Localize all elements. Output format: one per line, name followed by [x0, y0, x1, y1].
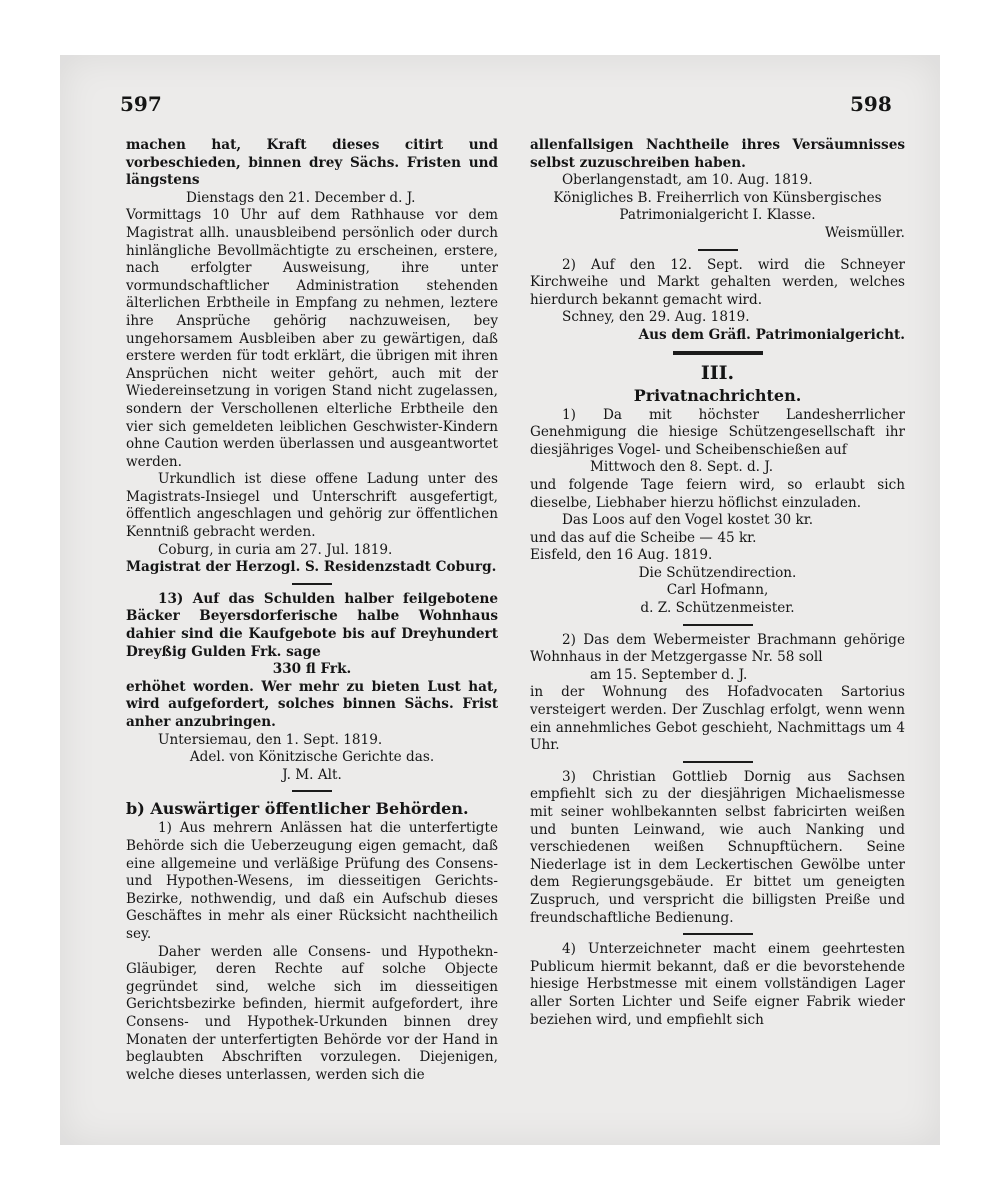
section-b-paragraph-1: 1) Aus mehrern Anlässen hat die unterfertigte Behörde sich die Ueberzeugung eigen gemacht, daß eine allgemeine und verläßige Prüfung des Consens- und Hypothen-Wesens, im diesseitigen Gerichts-Bezirke, nothwendig, und daß ein Aufschub dieses Geschäftes in mehr als einer Rücksicht nachtheilich sey.	[126, 820, 498, 942]
private-notice-1-price-bird: Das Loos auf den Vogel kostet 30 kr.	[562, 512, 814, 529]
private-notice-1-price-target: und das auf die Scheibe — 45 kr.	[530, 529, 757, 546]
notice-summons-opening: machen hat, Kraft dieses citirt und vorbeschieden, binnen drey Sächs. Fristen und längstens	[126, 137, 498, 189]
notice-summons-place-date: Coburg, in curia am 27. Jul. 1819.	[158, 541, 393, 558]
notice-continued-signatory: Weismüller.	[825, 224, 905, 241]
separator-rule	[292, 583, 332, 585]
right-column	[530, 137, 905, 1029]
private-notice-1-date: Mittwoch den 8. Sept. d. J.	[590, 459, 774, 476]
private-notice-1-signatory: Carl Hofmann,	[666, 582, 769, 599]
private-notice-2-text-continued: in der Wohnung des Hofadvocaten Sartorius versteigert werden. Der Zuschlag erfolgt, wenn wenn ein annehmliches Gebot geschieht, Nachmittags um 4 Uhr.	[530, 684, 905, 754]
section-iii-numeral: III.	[700, 361, 735, 384]
notice-13-place-date: Untersiemau, den 1. Sept. 1819.	[158, 731, 383, 748]
page-number-left: 597	[120, 92, 162, 116]
private-notice-4-text: 4) Unterzeichneter macht einem geehrtesten Publicum hiermit bekannt, daß er die bevorstehende hiesige Herbstmesse mit einem vollständigen Lager aller Sorten Lichter und Seife eigner Fabrik wieder beziehen wird, und empfiehlt sich	[530, 941, 905, 1028]
section-b-paragraph-2: Daher werden alle Consens- und Hypothekn-Gläubiger, deren Rechte auf solche Objecte gegründet sind, welche sich im diesseitigen Gerichtsbezirke befinden, hiermit aufgefordert, ihre Consens- und Hypothek-Urkunden binnen drey Monaten der unterfertigten Behörde vor der Hand in beglaubten Abschriften vorzulegen. Diejenigen, welche dieses unterlassen, werden sich die	[126, 943, 498, 1083]
notice-13-signature: Adel. von Könitzische Gerichte das.	[189, 749, 435, 766]
page-number-right: 598	[850, 92, 892, 116]
notice-2-date: Schney, den 29. Aug. 1819.	[562, 309, 750, 326]
section-b-heading: b) Auswärtiger öffentlicher Behörden.	[126, 799, 469, 819]
notice-13-text: 13) Auf das Schulden halber feilgebotene Bäcker Beyersdorferische halbe Wohnhaus dahier sind die Kaufgebote bis auf Dreyhundert Dreyßig Gulden Frk. sage	[126, 590, 498, 660]
private-notice-1-text-continued: und folgende Tage feiern wird, so erlaubt sich dieselbe, Liebhaber hierzu höflichst einzuladen.	[530, 476, 905, 511]
separator-rule	[683, 624, 753, 626]
separator-rule	[292, 790, 332, 792]
private-notice-1-signatory-title: d. Z. Schützenmeister.	[640, 600, 795, 617]
notice-continued-date: Oberlangenstadt, am 10. Aug. 1819.	[562, 172, 813, 189]
private-notice-1-place-date: Eisfeld, den 16 Aug. 1819.	[530, 547, 713, 564]
left-column	[126, 137, 498, 1084]
private-notice-1-text: 1) Da mit höchster Landesherrlicher Genehmigung die hiesige Schützengesellschaft ihr diesjähriges Vogel- und Scheibenschießen auf	[530, 406, 905, 458]
private-notice-2-text: 2) Das dem Webermeister Brachmann gehörige Wohnhaus in der Metzgergasse Nr. 58 soll	[530, 631, 905, 666]
notice-summons-body: Vormittags 10 Uhr auf dem Rathhause vor dem Magistrat allh. unausbleibend persönlich oder durch hinlängliche Bevollmächtigte zu erscheinen, erstere, nach erfolgter Ausweisung, ihre unter vormundschaftlicher Administration stehenden älterlichen Erbtheile in Empfang zu nehmen, leztere ihre Ansprüche gehörig nachzuweisen, bey ungehorsamem Ausbleiben aber zu gewärtigen, daß erstere werden für todt erklärt, die übrigen mit ihren Ansprüchen nicht weiter gehört, auch mit der Wiedereinsetzung in vorigen Stand nicht zugelassen, sondern der Verschollenen elterliche Erbtheile den vier sich gemeldeten leiblichen Geschwister-Kindern ohne Caution werden überlassen und ausgeantwortet werden.	[126, 207, 498, 470]
notice-summons-signature: Magistrat der Herzogl. S. Residenzstadt Coburg.	[126, 559, 497, 576]
separator-rule	[683, 761, 753, 763]
notice-summons-date: Dienstags den 21. December d. J.	[186, 189, 416, 206]
notice-2-signature: Aus dem Gräfl. Patrimonialgericht.	[638, 326, 905, 343]
private-notice-2-date: am 15. September d. J.	[590, 666, 748, 683]
notice-continued-signature: Königliches B. Freiherrlich von Künsbergisches Patrimonialgericht I. Klasse.	[553, 189, 882, 224]
private-notice-1-signature: Die Schützendirection.	[638, 564, 797, 581]
separator-rule	[698, 249, 738, 251]
notice-13-signatory: J. M. Alt.	[282, 766, 342, 783]
section-separator-rule	[673, 351, 763, 355]
notice-2-text: 2) Auf den 12. Sept. wird die Schneyer Kirchweihe und Markt gehalten werden, welches hierdurch bekannt gemacht wird.	[530, 256, 905, 308]
private-notice-3-text: 3) Christian Gottlieb Dornig aus Sachsen empfiehlt sich zu der diesjährigen Michaelismesse mit seiner wohlbekannten selbst fabricirten weißen und bunten Leinwand, wie auch Nanking und verschiedenen weißen Schnupftüchern. Seine Niederlage ist in dem Leckertischen Gewölbe unter dem Regierungsgebäude. Er bittet um geneigten Zuspruch, und verspricht die billigsten Preiße und freundschaftliche Bedienung.	[530, 768, 905, 926]
notice-13-text-continued: erhöhet worden. Wer mehr zu bieten Lust hat, wird aufgefordert, solches binnen Sächs. Frist anher anzubringen.	[126, 678, 498, 730]
section-iii-heading: Privatnachrichten.	[633, 385, 802, 405]
notice-summons-certification: Urkundlich ist diese offene Ladung unter des Magistrats-Insiegel und Unterschrift ausgefertigt, öffentlich angeschlagen und gehörig zur öffentlichen Kenntniß gebracht werden.	[126, 471, 498, 541]
separator-rule	[683, 933, 753, 935]
notice-13-amount: 330 fl Frk.	[272, 661, 352, 678]
notice-continued-text: allenfallsigen Nachtheile ihres Versäumnisses selbst zuzuschreiben haben.	[530, 137, 905, 171]
